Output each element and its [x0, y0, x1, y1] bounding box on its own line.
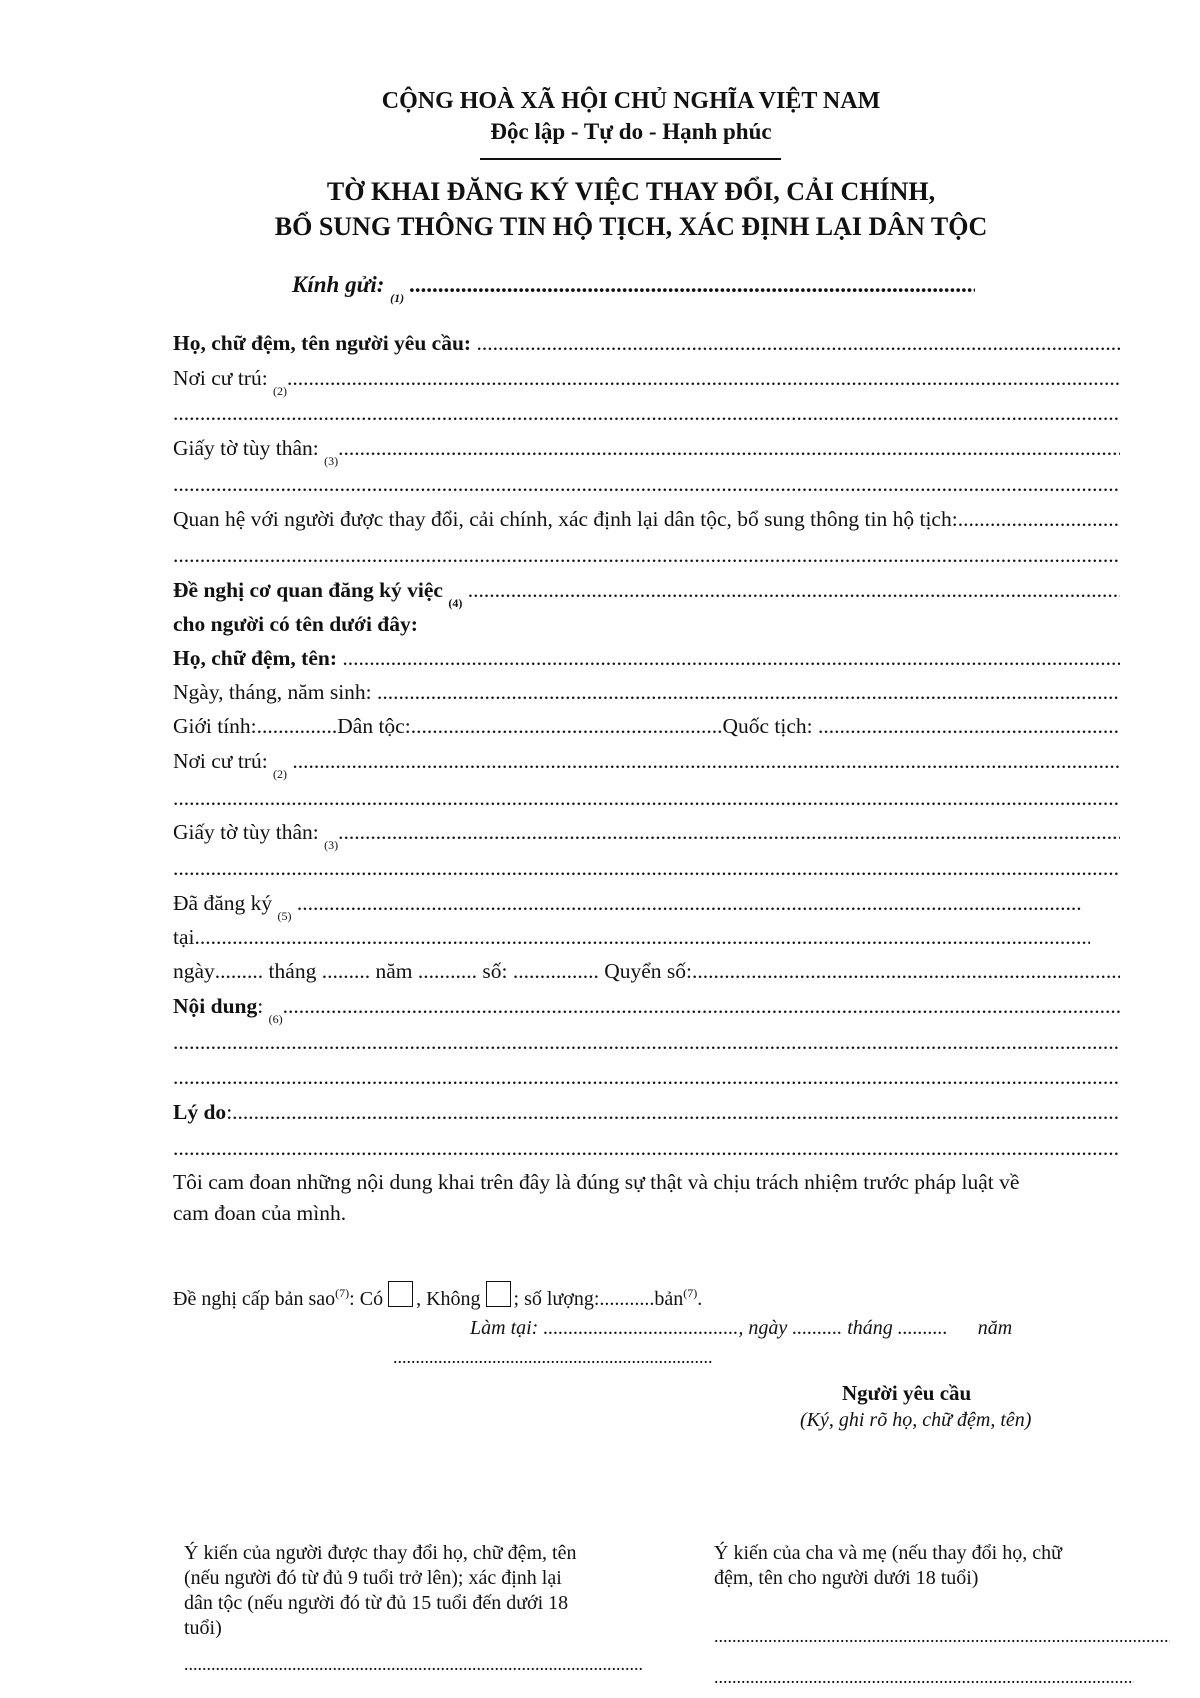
quantity-field[interactable]: ........... — [599, 1288, 655, 1310]
place-date-line — [470, 1317, 1012, 1340]
reason-field-2[interactable] — [173, 1135, 1120, 1161]
no-label: , Không — [416, 1288, 481, 1310]
opinion-left-line2: (nếu người đó từ đủ 9 tuổi trở lên); xác định lại — [184, 1567, 562, 1589]
commitment-text-2: cam đoan của mình. — [173, 1201, 347, 1225]
relation-line — [173, 498, 1120, 532]
requester-name-field[interactable] — [476, 330, 1120, 356]
number-label: số: — [482, 959, 508, 983]
month-field[interactable]: ......... — [321, 959, 371, 983]
registration-date-line — [173, 950, 1120, 984]
content-label: Nội dung — [173, 994, 258, 1018]
book-label: Quyển số: — [604, 959, 692, 983]
commitment-line2 — [173, 1192, 1120, 1226]
opinion-right-field-1[interactable] — [714, 1626, 1170, 1646]
requester-id-cont — [173, 463, 1120, 497]
registered-at-line — [173, 916, 1090, 950]
requester-id-line: Giấy tờ tùy thân: (3) ..... — [173, 427, 1120, 461]
subject-residence-field[interactable] — [292, 748, 1120, 774]
year-field[interactable]: ........... — [417, 959, 477, 983]
ethnicity-field[interactable]: .......................................................... — [410, 714, 723, 738]
month-label: tháng — [268, 959, 317, 983]
date-day-field[interactable]: .......... — [792, 1317, 843, 1339]
place-label: Làm tại: — [470, 1317, 539, 1339]
registered-label: Đã đăng ký — [173, 891, 273, 915]
copy-request-end: . — [697, 1288, 703, 1310]
opinion-right-line1: Ý kiến của cha và mẹ (nếu thay đổi họ, chữ — [714, 1542, 1062, 1564]
content-cont-1 — [173, 1021, 1120, 1055]
nationality-label: Quốc tịch: — [722, 714, 813, 738]
place-date-cont — [393, 1347, 713, 1368]
yes-checkbox[interactable] — [388, 1281, 413, 1307]
requester-residence-label: Nơi cư trú: — [173, 366, 268, 390]
note-7b: (7) — [683, 1286, 698, 1300]
requester-name-label: Họ, chữ đệm, tên người yêu cầu: — [173, 331, 472, 355]
day-field[interactable]: ......... — [214, 959, 264, 983]
requester-id-field-2[interactable] — [173, 471, 1120, 497]
request-for-line — [173, 603, 1120, 637]
addressee-label: Kính gửi: — [292, 272, 385, 297]
opinion-left — [184, 1541, 654, 1641]
no-checkbox[interactable] — [486, 1281, 511, 1307]
motto: Độc lập - Tự do - Hạnh phúc — [490, 119, 772, 144]
subject-name-line — [173, 637, 1120, 671]
reason-colon: : — [226, 1100, 233, 1124]
relation-label: Quan hệ với người được thay đổi, cải chính, xác định lại dân tộc, bổ sung thông tin hộ tịch: — [173, 507, 958, 531]
nationality-field[interactable] — [818, 713, 1120, 739]
number-field[interactable]: ................ — [512, 959, 599, 983]
relation-cont — [173, 534, 1120, 568]
requester-residence-field-2[interactable] — [173, 400, 1120, 426]
subject-dob-label: Ngày, tháng, năm sinh: — [173, 680, 372, 704]
requester-id-field[interactable] — [338, 435, 1120, 461]
subject-residence-field-2[interactable] — [173, 785, 1120, 811]
opinion-right — [714, 1541, 1174, 1591]
subject-dob-line — [173, 671, 1120, 705]
relation-field-2[interactable] — [173, 542, 1120, 568]
content-field-2[interactable] — [173, 1029, 1120, 1055]
content-colon: : — [257, 994, 264, 1018]
requester-residence-cont — [173, 392, 1120, 426]
addressee-field[interactable] — [410, 272, 975, 298]
at-label: tại — [173, 925, 195, 949]
content-field-3[interactable] — [173, 1064, 1120, 1090]
subject-residence-label: Nơi cư trú: — [173, 749, 268, 773]
requester-residence-field[interactable] — [287, 365, 1120, 391]
reason-field[interactable] — [232, 1099, 1120, 1125]
place-field[interactable]: ....................................... — [543, 1317, 739, 1339]
gender-field[interactable]: ............... — [256, 714, 338, 738]
motto-underline — [480, 158, 781, 160]
registered-line: Đã đăng ký (5) ..... — [173, 882, 1082, 916]
year-label: năm — [375, 959, 413, 983]
book-field[interactable] — [692, 958, 1120, 984]
addressee-line: Kính gửi: (1) ..... — [292, 264, 975, 298]
content-line: Nội dung : (6) ..... — [173, 985, 1120, 1019]
subject-id-field-2[interactable] — [173, 855, 1120, 881]
content-field[interactable] — [283, 993, 1120, 1019]
reason-line — [173, 1091, 1120, 1125]
unit-label: bản — [654, 1288, 684, 1310]
subject-name-field[interactable] — [342, 645, 1120, 671]
yes-label: : Có — [349, 1288, 384, 1310]
subject-gender-line — [173, 705, 1120, 739]
content-cont-2 — [173, 1056, 1120, 1090]
request-for-label: cho người có tên dưới đây: — [173, 612, 418, 636]
date-month-label: tháng — [847, 1317, 893, 1339]
reason-cont — [173, 1127, 1120, 1161]
nation-header: CỘNG HOÀ XÃ HỘI CHỦ NGHĨA VIỆT NAM — [381, 88, 881, 114]
reason-label: Lý do — [173, 1100, 227, 1124]
at-field[interactable] — [195, 924, 1091, 950]
subject-name-label: Họ, chữ đệm, tên: — [173, 646, 337, 670]
subject-id-field[interactable] — [338, 819, 1120, 845]
request-line: Đề nghị cơ quan đăng ký việc (4) ..... — [173, 569, 1120, 603]
request-label: Đề nghị cơ quan đăng ký việc — [173, 578, 443, 602]
relation-field[interactable] — [958, 506, 1120, 532]
copy-request-line — [173, 1281, 702, 1311]
opinion-left-line4: tuổi) — [184, 1617, 222, 1639]
copy-request-label: Đề nghị cấp bản sao — [173, 1288, 336, 1310]
note-7: (7) — [335, 1286, 350, 1300]
opinion-left-line3: dân tộc (nếu người đó từ đủ 15 tuổi đến dưới 18 — [184, 1592, 569, 1614]
registered-field[interactable] — [297, 890, 1082, 916]
requester-id-label: Giấy tờ tùy thân: — [173, 436, 319, 460]
opinion-left-field[interactable] — [184, 1654, 642, 1674]
subject-id-label: Giấy tờ tùy thân: — [173, 820, 319, 844]
ethnicity-label: Dân tộc: — [337, 714, 411, 738]
request-field[interactable] — [468, 577, 1120, 603]
date-day-label: , ngày — [738, 1317, 788, 1339]
opinion-right-line2: đệm, tên cho người dưới 18 tuổi) — [714, 1567, 979, 1589]
quantity-label: ; số lượng: — [513, 1288, 600, 1310]
subject-dob-field[interactable] — [377, 679, 1120, 705]
form-title-line2: BỔ SUNG THÔNG TIN HỘ TỊCH, XÁC ĐỊNH LẠI DÂN TỘC — [274, 212, 988, 241]
date-year-label: năm — [977, 1317, 1013, 1339]
signature-title: Người yêu cầu — [842, 1381, 972, 1405]
date-year-field[interactable]: ....................................................................... — [393, 1347, 713, 1367]
subject-residence-line: Nơi cư trú: (2) ..... — [173, 740, 1120, 774]
signature-note: (Ký, ghi rõ họ, chữ đệm, tên) — [800, 1409, 1032, 1431]
gender-label: Giới tính: — [173, 714, 257, 738]
date-month-field[interactable]: .......... — [897, 1317, 948, 1339]
subject-residence-cont — [173, 777, 1120, 811]
subject-id-line: Giấy tờ tùy thân: (3) ..... — [173, 811, 1120, 845]
subject-id-cont — [173, 847, 1120, 881]
commitment-text-1: Tôi cam đoan những nội dung khai trên đây là đúng sự thật và chịu trách nhiệm trước pháp luật về — [173, 1170, 1020, 1194]
day-label: ngày — [173, 959, 215, 983]
opinion-left-line1: Ý kiến của người được thay đổi họ, chữ đệm, tên — [184, 1542, 577, 1564]
opinion-right-field-2[interactable] — [714, 1667, 1134, 1687]
requester-residence-line: Nơi cư trú: (2) ..... — [173, 357, 1120, 391]
commitment-line1 — [173, 1161, 1120, 1195]
form-title-line1: TỜ KHAI ĐĂNG KÝ VIỆC THAY ĐỔI, CẢI CHÍNH, — [326, 177, 936, 206]
requester-name-line — [173, 322, 1120, 356]
